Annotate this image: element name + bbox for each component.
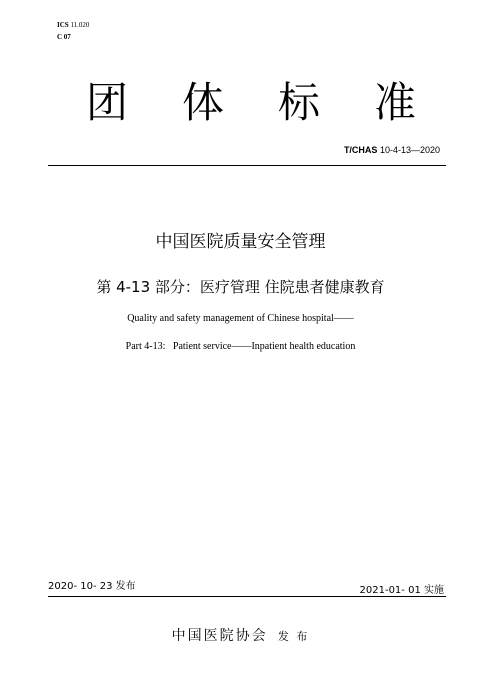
ics-value: 11.020 bbox=[70, 21, 90, 29]
category-char-1: 团 bbox=[86, 78, 129, 127]
category-char-4: 准 bbox=[373, 78, 416, 127]
top-divider bbox=[48, 165, 446, 166]
ccs-value: C 07 bbox=[57, 33, 71, 41]
english-part-title: Part 4-13: Patient service——Inpatient health education bbox=[125, 341, 356, 352]
publisher-action: 发 布 bbox=[277, 630, 310, 643]
standard-category-title bbox=[86, 78, 416, 128]
standard-number-prefix: T/CHAS bbox=[343, 145, 378, 155]
category-char-3: 标 bbox=[277, 78, 320, 127]
standard-number bbox=[344, 145, 440, 156]
chinese-title: 中国医院质量安全管理 bbox=[155, 232, 326, 252]
ics-code bbox=[57, 21, 89, 29]
issue-date: 2020- 10- 23 发布 bbox=[48, 581, 136, 592]
english-title: Quality and safety management of Chinese hospital—— bbox=[127, 313, 354, 324]
bottom-divider bbox=[48, 596, 446, 597]
publisher bbox=[0, 627, 481, 646]
ccs-code bbox=[57, 33, 71, 41]
category-char-2: 体 bbox=[181, 78, 224, 127]
publisher-org: 中国医院协会 bbox=[171, 628, 268, 644]
chinese-part-title: 第 4-13 部分：医疗管理 住院患者健康教育 bbox=[96, 278, 385, 296]
ics-label: ICS bbox=[57, 21, 69, 29]
implementation-date: 2021-01- 01 实施 bbox=[359, 585, 444, 596]
standard-number-code: 10-4-13—2020 bbox=[379, 145, 440, 155]
